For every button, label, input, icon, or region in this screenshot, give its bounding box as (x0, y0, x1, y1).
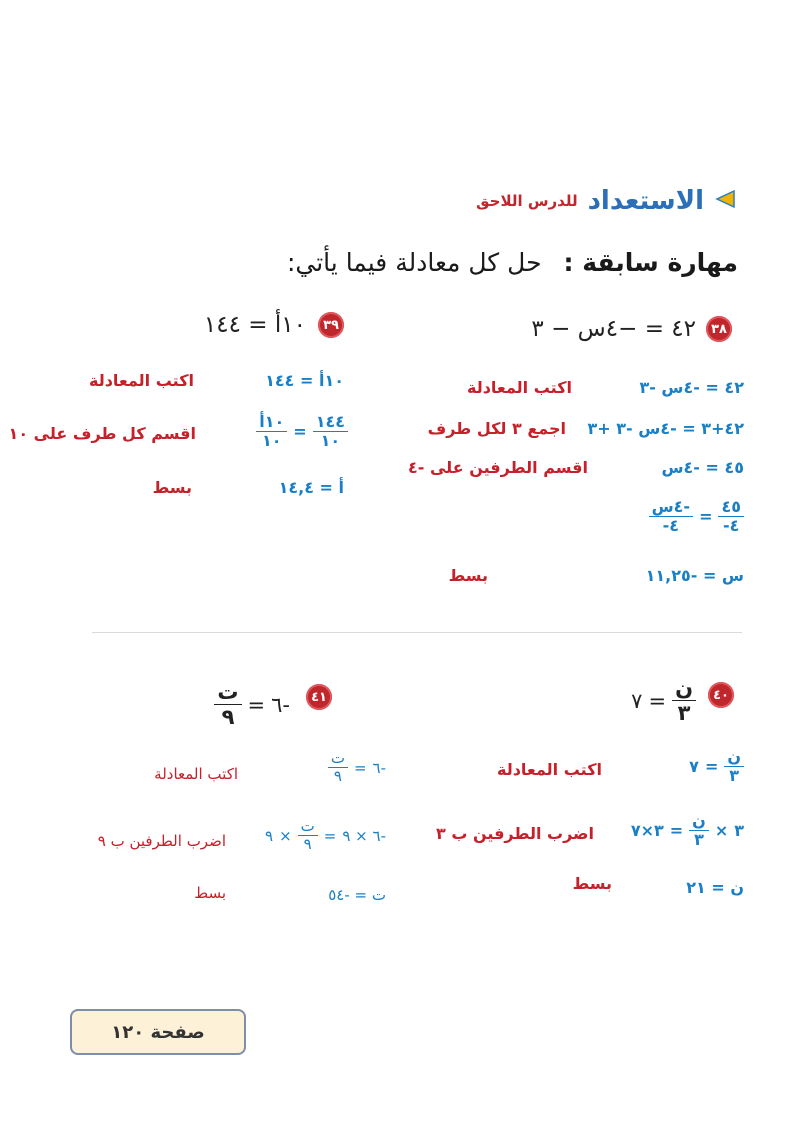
p40-step3-expr: ن = ٢١ (686, 878, 744, 897)
p41-step1-note: اكتب المعادلة (154, 765, 238, 783)
p39-step3-expr: أ = ١٤,٤ (278, 478, 344, 497)
p41-step3-note: بسط (194, 884, 226, 902)
problem-40-statement: $\frac{\text{ن}}{٣}$ = ٧ (631, 676, 696, 725)
section-subtitle: للدرس اللاحق (476, 192, 578, 210)
p41-frac: $\frac{\text{ت}}{٩}$ (214, 680, 241, 729)
p41-step2: -٦ × ٩ = $\frac{\text{ت}}{٩}$ × ٩ (265, 817, 386, 854)
problem-41-badge: ٤١ (306, 684, 332, 710)
p38-step2-note: اجمع ٣ لكل طرف (427, 419, 566, 438)
problem-41-statement: -٦ = $\frac{\text{ت}}{٩}$ (214, 680, 290, 729)
p39-step3-note: بسط (152, 478, 192, 497)
instruction-text: حل كل معادلة فيما يأتي: (286, 248, 542, 277)
p40-step3-note: بسط (572, 874, 612, 893)
problem-39-badge: ٣٩ (318, 312, 344, 338)
p38-step1-expr: ٤٢ = -٤س -٣ (639, 378, 744, 397)
p39-step1-expr: ١٠أ = ١٤٤ (265, 371, 344, 390)
arrow-icon (714, 188, 736, 214)
instruction-line (287, 248, 738, 277)
p38-frac-left: $\frac{٤٥}{٤-}$ (718, 498, 744, 536)
section-divider (92, 632, 742, 633)
p40-frac: $\frac{\text{ن}}{٣}$ (672, 676, 696, 725)
p39-frac-right: $\frac{١٤٤}{١٠}$ (313, 413, 348, 451)
p40-step2: ٣ × $\frac{\text{ن}}{٣}$ = ٣×٧ (630, 811, 744, 850)
problem-38-statement: ٤٢ = −٤س − ٣ (531, 316, 696, 342)
p38-step5-note: بسط (448, 566, 488, 585)
p39-step1-note: اكتب المعادلة (88, 371, 194, 390)
p38-step3-expr: ٤٥ = -٤س (661, 458, 744, 477)
p38-step4-fraction: $\frac{٤٥}{٤-}$ = $\frac{\text{-٤س}}{٤-}$ (649, 498, 744, 536)
p39-frac-left: $\frac{\text{١٠أ}}{١٠}$ (256, 413, 287, 451)
p38-step1-note: اكتب المعادلة (466, 378, 572, 397)
problem-39-statement: ١٠أ = ١٤٤ (203, 312, 306, 338)
p40-step2-note: اضرب الطرفين ب ٣ (436, 824, 594, 843)
section-header (476, 186, 736, 216)
problem-40-badge: ٤٠ (708, 682, 734, 708)
skill-label: مهارة سابقة : (563, 248, 738, 277)
p38-frac-right: $\frac{\text{-٤س}}{٤-}$ (649, 498, 693, 536)
p41-step1: -٦ = $\frac{\text{ت}}{٩}$ (328, 750, 386, 786)
p41-step3-expr: ت = -٥٤ (328, 886, 386, 904)
section-title: الاستعداد (587, 186, 704, 216)
p39-step2-fraction: $\frac{١٤٤}{١٠}$ = $\frac{\text{١٠أ}}{١٠}$ (256, 413, 348, 451)
p39-step2-note: اقسم كل طرف على ١٠ (8, 424, 196, 443)
p41-step2-note: اضرب الطرفين ب ٩ (97, 832, 226, 850)
problem-38-badge: ٣٨ (706, 316, 732, 342)
p40-step1: $\frac{\text{ن}}{٣}$ = ٧ (689, 748, 744, 786)
p40-step1-note: اكتب المعادلة (496, 760, 602, 779)
page-number-label: صفحة ١٢٠ (70, 1009, 246, 1055)
p38-step3-note: اقسم الطرفين على -٤ (408, 458, 588, 477)
p38-step2-expr: ٤٢+٣ = -٤س -٣ +٣ (587, 419, 744, 438)
p38-step5-expr: س = -١١,٢٥ (645, 566, 744, 585)
